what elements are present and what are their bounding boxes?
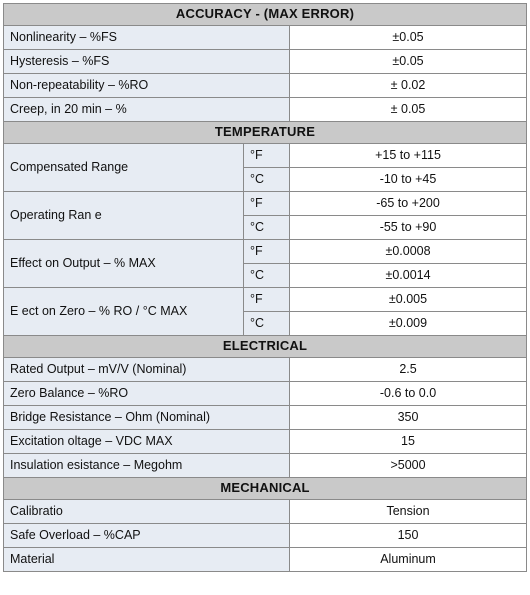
row-value: ±0.0008 bbox=[290, 240, 527, 264]
table-row bbox=[4, 406, 527, 430]
table-row bbox=[4, 50, 527, 74]
section-header-electrical bbox=[4, 336, 527, 358]
row-value: >5000 bbox=[290, 454, 527, 478]
row-value: -10 to +45 bbox=[290, 168, 527, 192]
row-value: -65 to +200 bbox=[290, 192, 527, 216]
row-label: Creep, in 20 min – % bbox=[4, 98, 290, 122]
group-label: Effect on Output – % MAX bbox=[4, 240, 244, 288]
row-value: Aluminum bbox=[290, 548, 527, 572]
group-label: E ect on Zero – % RO / °C MAX bbox=[4, 288, 244, 336]
row-value: 2.5 bbox=[290, 358, 527, 382]
row-value: Tension bbox=[290, 500, 527, 524]
row-label: Hysteresis – %FS bbox=[4, 50, 290, 74]
table-row bbox=[4, 358, 527, 382]
table-row bbox=[4, 430, 527, 454]
section-title: ACCURACY - (MAX ERROR) bbox=[4, 4, 527, 26]
row-label: Material bbox=[4, 548, 290, 572]
table-row bbox=[4, 500, 527, 524]
row-label: Rated Output – mV/V (Nominal) bbox=[4, 358, 290, 382]
table-row bbox=[4, 98, 527, 122]
table-row bbox=[4, 524, 527, 548]
table-row bbox=[4, 548, 527, 572]
row-value: ± 0.05 bbox=[290, 98, 527, 122]
table-row bbox=[4, 74, 527, 98]
table-row bbox=[4, 192, 527, 216]
row-label: Safe Overload – %CAP bbox=[4, 524, 290, 548]
unit-cell: °F bbox=[244, 144, 290, 168]
row-value: ±0.05 bbox=[290, 50, 527, 74]
unit-cell: °F bbox=[244, 288, 290, 312]
row-label: Insulation esistance – Megohm bbox=[4, 454, 290, 478]
section-header-accuracy bbox=[4, 4, 527, 26]
row-value: 350 bbox=[290, 406, 527, 430]
unit-cell: °F bbox=[244, 192, 290, 216]
section-title: TEMPERATURE bbox=[4, 122, 527, 144]
row-value: +15 to +115 bbox=[290, 144, 527, 168]
group-label: Operating Ran e bbox=[4, 192, 244, 240]
row-value: 15 bbox=[290, 430, 527, 454]
row-value: 150 bbox=[290, 524, 527, 548]
unit-cell: °C bbox=[244, 312, 290, 336]
row-value: ± 0.02 bbox=[290, 74, 527, 98]
row-label: Calibratio bbox=[4, 500, 290, 524]
table-row bbox=[4, 454, 527, 478]
row-label: Excitation oltage – VDC MAX bbox=[4, 430, 290, 454]
table-row bbox=[4, 382, 527, 406]
table-row bbox=[4, 240, 527, 264]
row-value: -55 to +90 bbox=[290, 216, 527, 240]
section-title: ELECTRICAL bbox=[4, 336, 527, 358]
row-value: -0.6 to 0.0 bbox=[290, 382, 527, 406]
group-label: Compensated Range bbox=[4, 144, 244, 192]
row-value: ±0.005 bbox=[290, 288, 527, 312]
table-row bbox=[4, 288, 527, 312]
row-label: Zero Balance – %RO bbox=[4, 382, 290, 406]
row-value: ±0.009 bbox=[290, 312, 527, 336]
section-title: MECHANICAL bbox=[4, 478, 527, 500]
row-value: ±0.0014 bbox=[290, 264, 527, 288]
unit-cell: °C bbox=[244, 168, 290, 192]
section-header-mechanical bbox=[4, 478, 527, 500]
row-label: Nonlinearity – %FS bbox=[4, 26, 290, 50]
spec-table bbox=[3, 3, 527, 572]
table-row bbox=[4, 26, 527, 50]
unit-cell: °C bbox=[244, 264, 290, 288]
row-label: Non-repeatability – %RO bbox=[4, 74, 290, 98]
unit-cell: °F bbox=[244, 240, 290, 264]
row-value: ±0.05 bbox=[290, 26, 527, 50]
row-label: Bridge Resistance – Ohm (Nominal) bbox=[4, 406, 290, 430]
table-row bbox=[4, 144, 527, 168]
section-header-temperature bbox=[4, 122, 527, 144]
unit-cell: °C bbox=[244, 216, 290, 240]
